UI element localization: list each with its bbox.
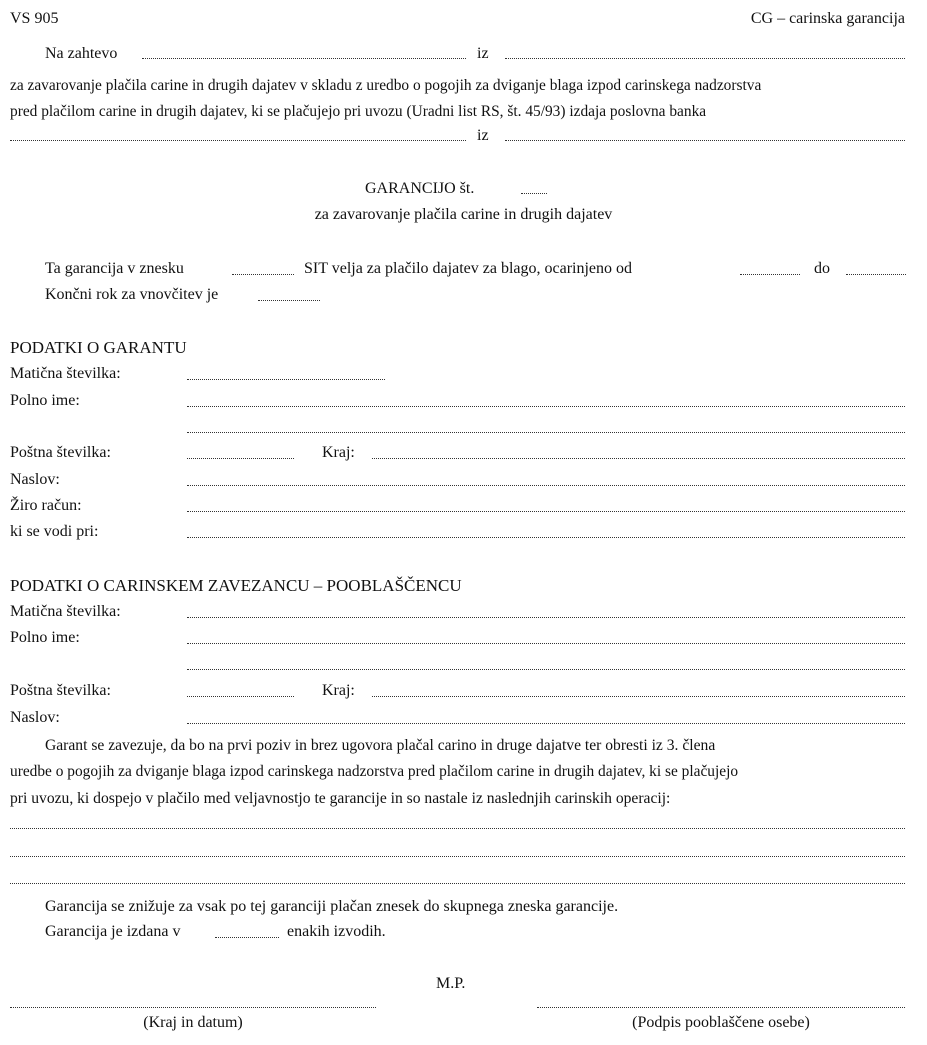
guarantor-full-name-field[interactable] [187,406,905,407]
obligation-line-3: pri uvozu, ki dospejo v plačilo med veljavnostjo te garancije in so nastale iz naslednjih carinskih operacij: [10,790,671,807]
place-date-caption: (Kraj in datum) [143,1014,243,1031]
guarantor-place-label: Kraj: [322,444,355,461]
from-label: iz [477,45,489,62]
operations-field-3[interactable] [10,883,905,884]
requester-place-field[interactable] [505,58,905,59]
guarantee-subtitle: za zavarovanje plačila carine in drugih dajatev [314,206,613,223]
customs-postal-code-field[interactable] [187,696,294,697]
bank-field[interactable] [10,140,466,141]
guarantor-account-label: Žiro račun: [10,497,82,514]
guarantor-reg-no-label: Matična številka: [10,365,121,382]
deadline-field[interactable] [258,300,320,301]
guarantor-heading: PODATKI O GARANTU [10,338,187,357]
copies-suffix: enakih izvodih. [287,923,386,940]
requester-field[interactable] [142,58,466,59]
signature-field[interactable] [537,1007,905,1008]
guarantee-number-field[interactable] [521,193,547,194]
form-title: CG – carinska garancija [750,10,905,27]
amount-field[interactable] [232,274,294,275]
amount-suffix: SIT velja za plačilo dajatev za blago, ocarinjeno od [304,260,633,277]
date-to-field[interactable] [846,274,906,275]
guarantor-full-name-label: Polno ime: [10,392,80,409]
from-label-2: iz [477,127,489,144]
guarantor-address-field[interactable] [187,485,905,486]
amount-label: Ta garancija v znesku [45,260,184,277]
copies-count-field[interactable] [215,937,279,938]
customs-place-field[interactable] [372,696,905,697]
intro-line-3: pred plačilom carine in drugih dajatev, ki se plačujejo pri uvozu (Uradni list RS, št. 45/93) izdaja poslovna banka [10,103,707,120]
form-code: VS 905 [10,10,59,27]
guarantor-full-name-field-2[interactable] [187,432,905,433]
customs-address-field[interactable] [187,723,905,724]
on-request-label: Na zahtevo [45,45,118,62]
customs-place-label: Kraj: [322,682,355,699]
copies-label: Garancija je izdana v [45,923,181,940]
customs-address-label: Naslov: [10,709,60,726]
bank-place-field[interactable] [505,140,905,141]
customs-postal-code-label: Poštna številka: [10,682,111,699]
operations-field-2[interactable] [10,856,905,857]
guarantee-title: GARANCIJO št. [365,180,475,197]
reduction-clause: Garancija se znižuje za vsak po tej garanciji plačan znesek do skupnega zneska garancije. [45,898,619,915]
customs-reg-no-field[interactable] [187,617,905,618]
operations-field-1[interactable] [10,828,905,829]
guarantor-postal-code-field[interactable] [187,458,294,459]
customs-full-name-field-2[interactable] [187,669,905,670]
obligation-line-2: uredbe o pogojih za dviganje blaga izpod carinskega nadzorstva pred plačilom carine in drugih dajatev, ki se plačujejo [10,763,739,780]
obligation-line-1: Garant se zavezuje, da bo na prvi poziv in brez ugovora plačal carino in druge dajatve ter obresti iz 3. člena [45,737,716,754]
guarantor-place-field[interactable] [372,458,905,459]
deadline-label: Končni rok za vnovčitev je [45,286,219,303]
guarantor-held-at-label: ki se vodi pri: [10,523,99,540]
date-from-field[interactable] [740,274,800,275]
guarantor-reg-no-field[interactable] [187,379,385,380]
guarantor-held-at-field[interactable] [187,537,905,538]
guarantor-address-label: Naslov: [10,471,60,488]
customs-reg-no-label: Matična številka: [10,603,121,620]
signature-caption: (Podpis pooblaščene osebe) [632,1014,810,1031]
stamp-label: M.P. [436,975,466,992]
guarantor-account-field[interactable] [187,511,905,512]
customs-full-name-field[interactable] [187,643,905,644]
to-label: do [814,260,830,277]
guarantor-postal-code-label: Poštna številka: [10,444,111,461]
intro-line-2: za zavarovanje plačila carine in drugih dajatev v skladu z uredbo o pogojih za dviganje blaga izpod carinskega nadzorstva [10,77,762,94]
customs-party-heading: PODATKI O CARINSKEM ZAVEZANCU – POOBLAŠČENCU [10,576,462,595]
place-date-field[interactable] [10,1007,376,1008]
customs-full-name-label: Polno ime: [10,629,80,646]
